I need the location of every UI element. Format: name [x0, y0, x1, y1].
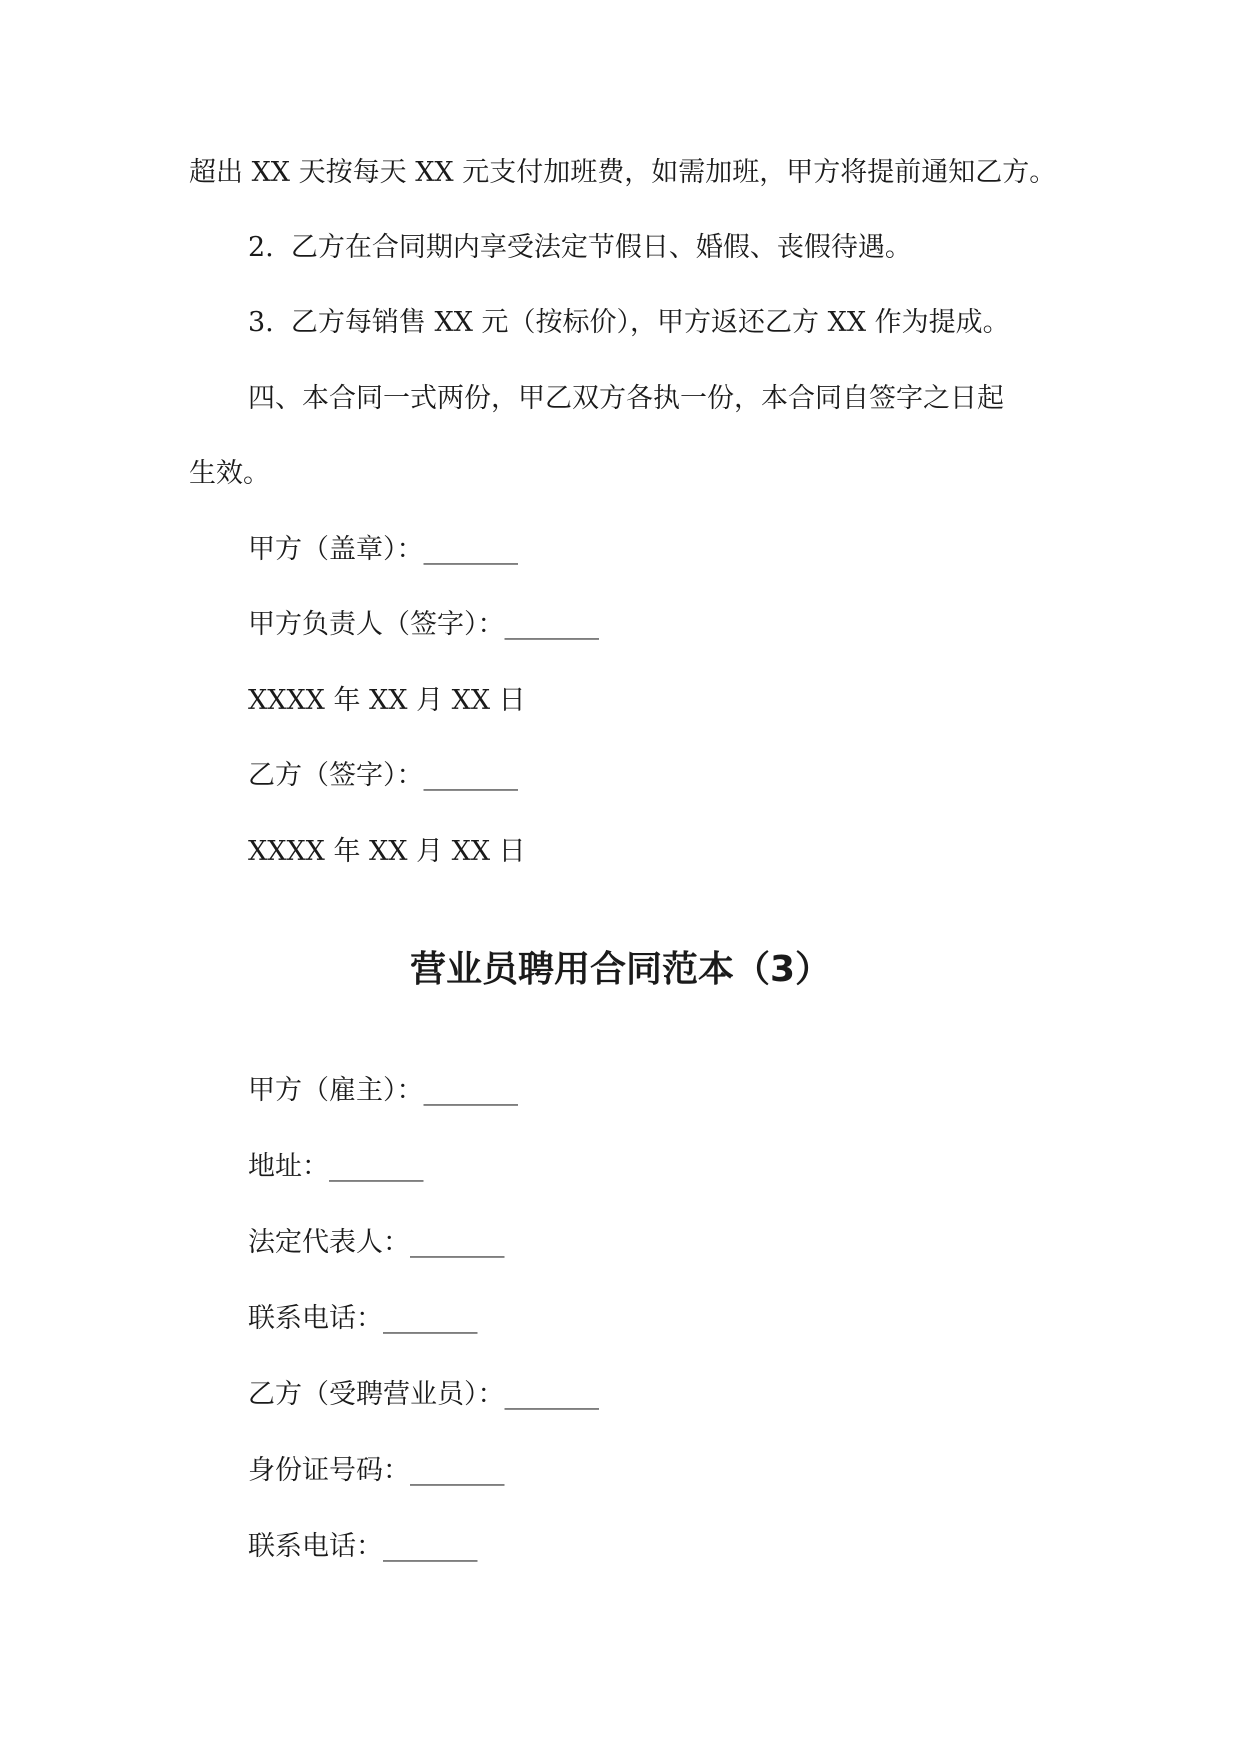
party-a-representative-field: 甲方负责人（签字）：_______ — [248, 609, 599, 640]
date-field-2: XXXX 年 XX 月 XX 日 — [248, 836, 526, 867]
employee-field: 乙方（受聘营业员）：_______ — [248, 1379, 599, 1410]
date-field-1: XXXX 年 XX 月 XX 日 — [248, 685, 526, 716]
address-field: 地址：_______ — [248, 1151, 424, 1182]
clause-3-commission: 3. 乙方每销售 XX 元（按标价），甲方返还乙方 XX 作为提成。 — [248, 307, 1010, 338]
legal-representative-field: 法定代表人：_______ — [248, 1227, 505, 1258]
id-number-field: 身份证号码：_______ — [248, 1455, 505, 1486]
employer-phone-field: 联系电话：_______ — [248, 1303, 478, 1334]
contract-title: 营业员聘用合同范本（3） — [409, 949, 832, 990]
employer-field: 甲方（雇主）：_______ — [248, 1075, 518, 1106]
clause-4-copies-line1: 四、本合同一式两份，甲乙双方各执一份，本合同自签字之日起 — [248, 383, 1004, 414]
party-b-signature-field: 乙方（签字）：_______ — [248, 760, 518, 791]
clause-4-copies-line2: 生效。 — [189, 458, 270, 489]
employee-phone-field: 联系电话：_______ — [248, 1531, 478, 1562]
party-a-seal-field: 甲方（盖章）：_______ — [248, 534, 518, 565]
clause-2-holidays: 2. 乙方在合同期内享受法定节假日、婚假、丧假待遇。 — [248, 232, 912, 263]
clause-overtime-continued: 超出 XX 天按每天 XX 元支付加班费，如需加班，甲方将提前通知乙方。 — [189, 157, 1057, 188]
